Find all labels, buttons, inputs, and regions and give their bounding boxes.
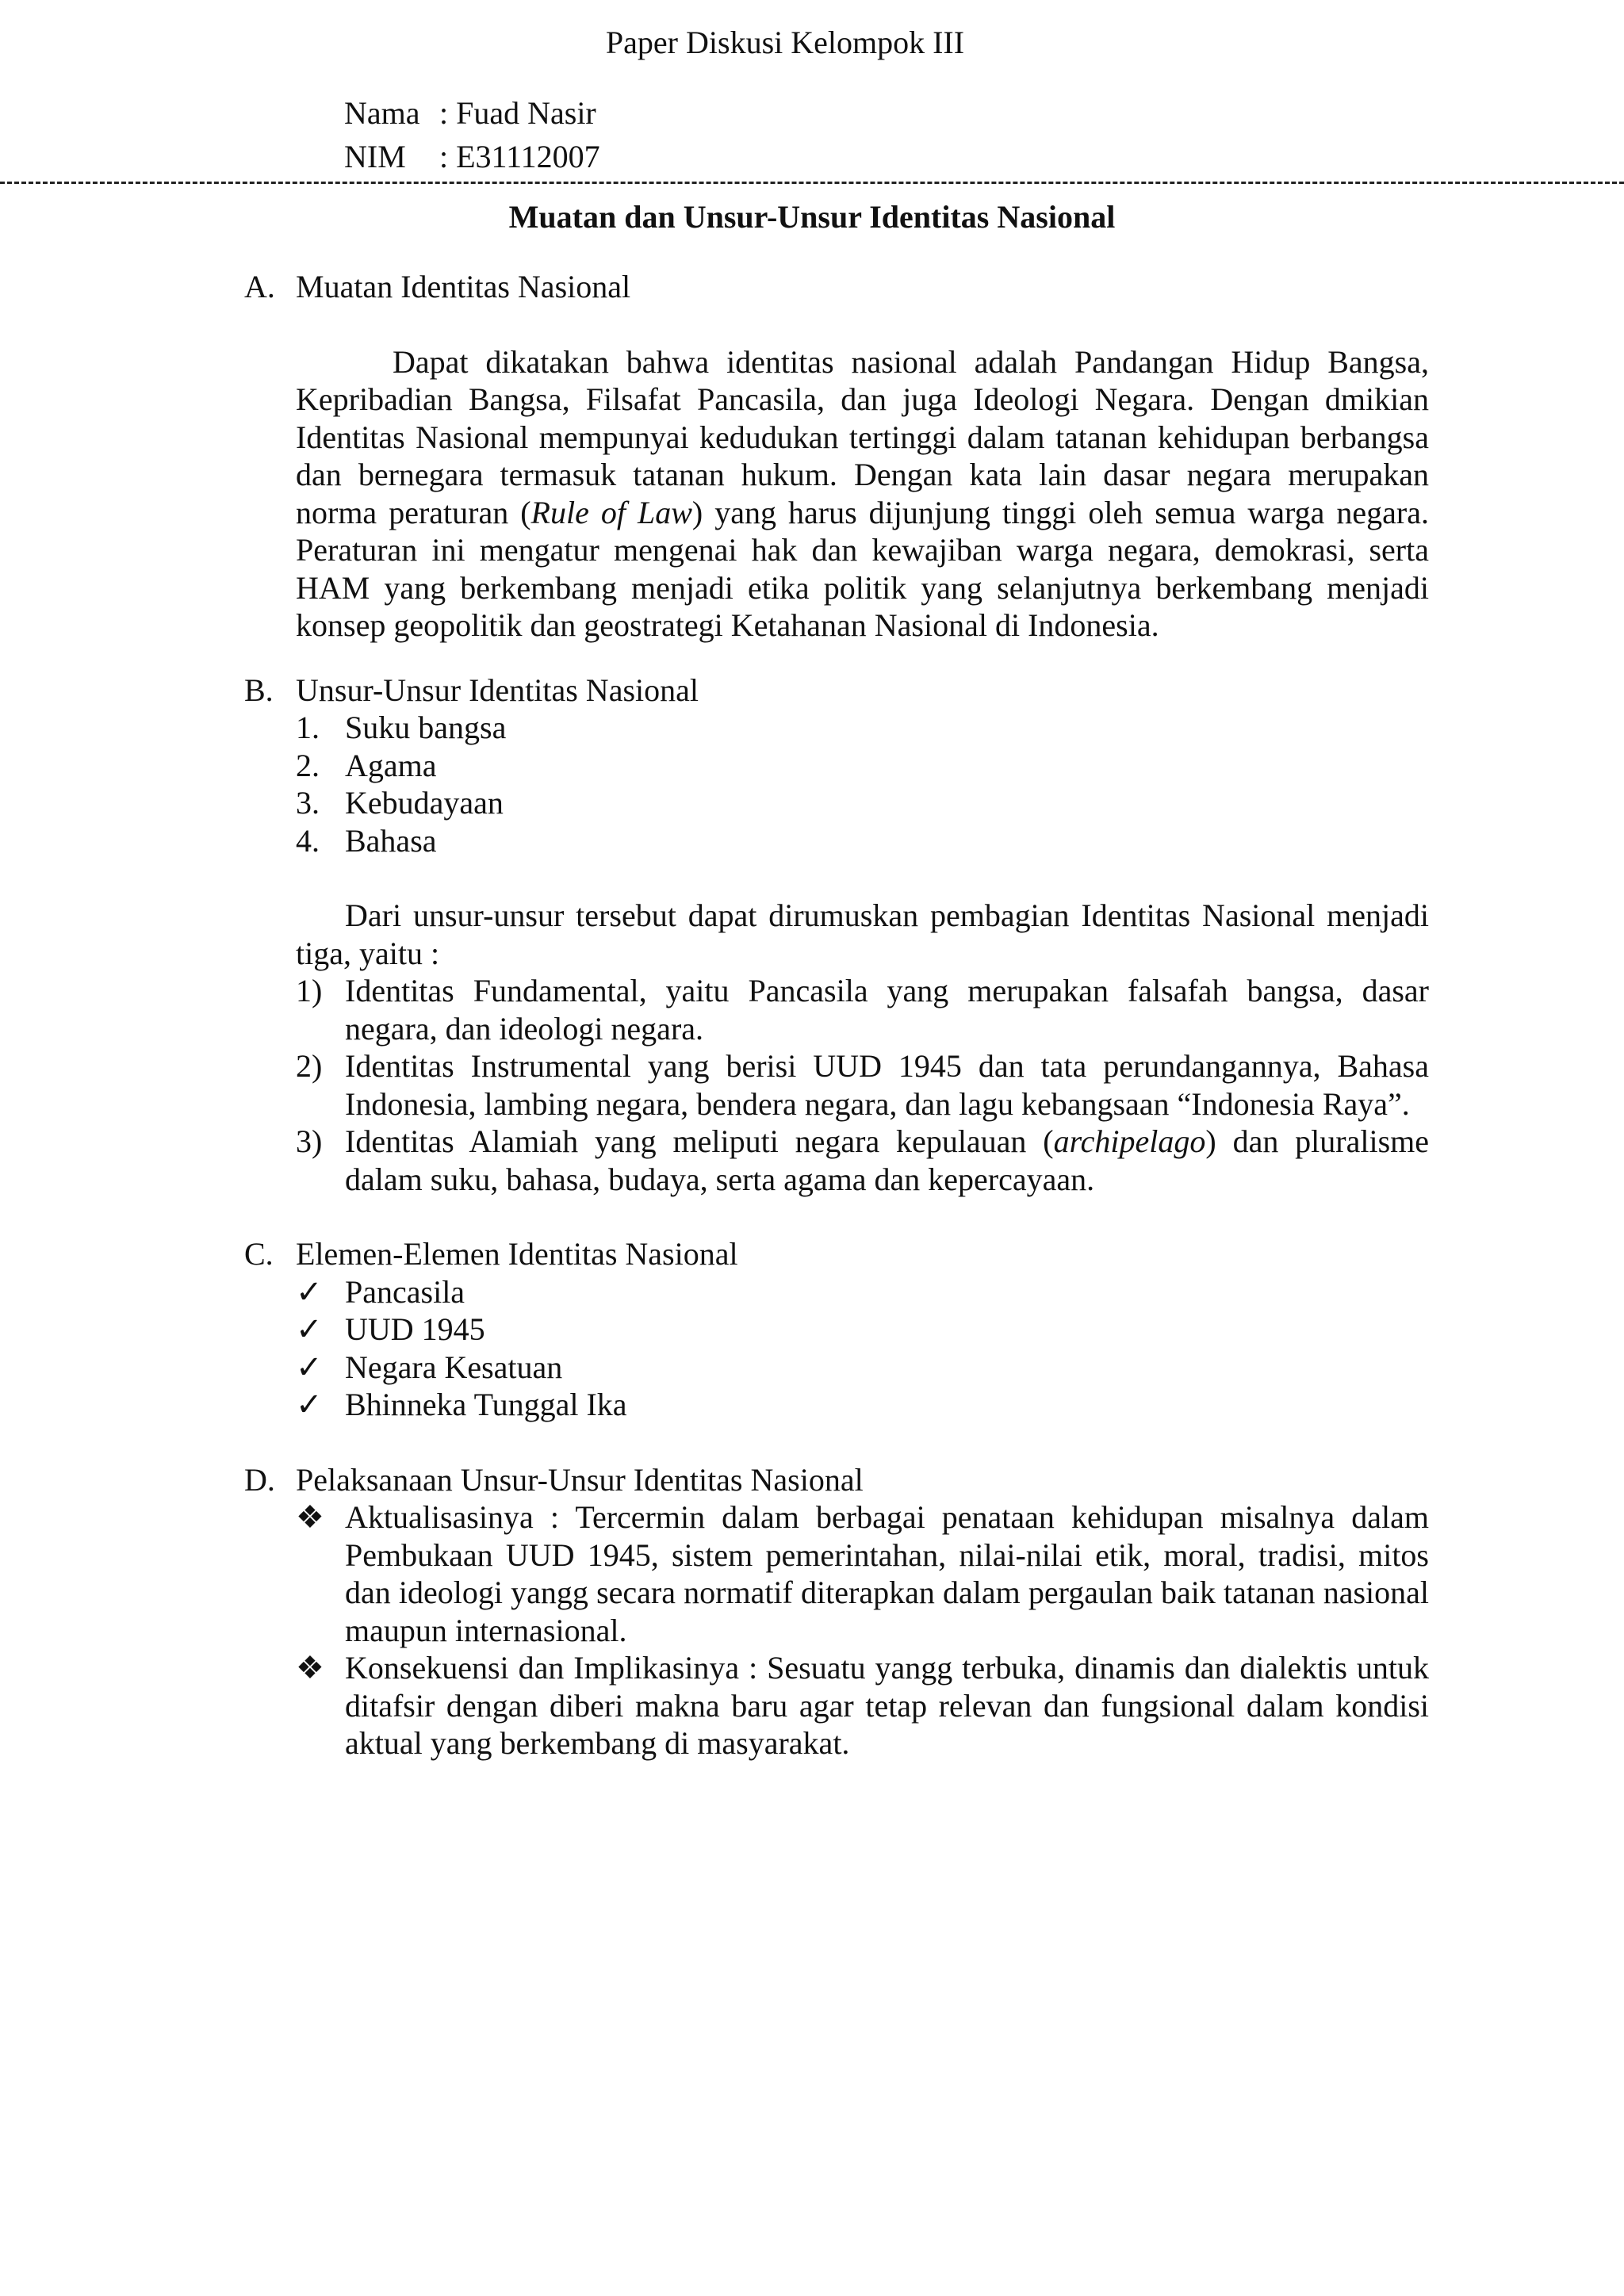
list-text: Negara Kesatuan [345, 1349, 563, 1385]
implementation-list [296, 1498, 1429, 1762]
section-letter: C. [244, 1236, 274, 1272]
division-intro: Dari unsur-unsur tersebut dapat dirumuskan pembagian Identitas Nasional menjadi tiga, yaitu : [296, 897, 1429, 971]
list-item [296, 1047, 1429, 1123]
list-number: 3. [296, 785, 320, 821]
list-text: Suku bangsa [345, 710, 507, 745]
list-item [296, 1123, 1429, 1198]
section-a-heading [244, 268, 1429, 306]
list-number: 2. [296, 747, 320, 783]
list-number: 1) [296, 973, 323, 1008]
list-item [296, 1649, 1429, 1762]
section-d-heading [244, 1461, 1429, 1499]
list-text [345, 1123, 1429, 1198]
dashed-divider [0, 182, 1624, 184]
list-item [296, 1273, 1429, 1311]
identity-block [344, 94, 600, 182]
section-title: Unsur-Unsur Identitas Nasional [296, 672, 699, 708]
section-letter: B. [244, 672, 274, 708]
list-text-part: ) dan pluralisme dalam suku, bahasa, budaya, serta agama dan kepercayaan. [345, 1123, 1429, 1197]
paragraph-text: Dapat dikatakan bahwa identitas nasional adalah Pandangan Hidup Bangsa, Kepribadian Bangsa, Filsafat Pancasila, dan juga Ideologi Negara. Dengan dmikian Identitas Nasional mempunyai kedudukan tertinggi dalam tatanan kehidupan berbangsa dan bernegara termasuk tatanan hukum. Dengan kata lain dasar negara merupakan norma peraturan ( [296, 343, 1429, 530]
list-text-part: Identitas Alamiah yang meliputi negara kepulauan ( [345, 1123, 1054, 1159]
list-text: Bahasa [345, 822, 437, 859]
nim-row [344, 138, 600, 182]
diamond-bullet-icon: ❖ [296, 1499, 324, 1535]
list-text: Pancasila [345, 1273, 465, 1310]
list-number: 3) [296, 1123, 323, 1159]
checkmark-icon: ✓ [296, 1273, 323, 1310]
unsur-list [296, 709, 1429, 859]
list-item [296, 1349, 1429, 1387]
nim-value: : E31112007 [439, 139, 600, 174]
section-a-paragraph [296, 343, 1429, 645]
section-letter: A. [244, 269, 275, 304]
list-item [296, 784, 1429, 822]
list-text: UUD 1945 [345, 1311, 485, 1347]
list-item [296, 1386, 1429, 1424]
name-value: : Fuad Nasir [439, 95, 596, 131]
division-list [296, 972, 1429, 1198]
list-item [296, 709, 1429, 747]
section-b-heading [244, 672, 1429, 710]
list-number: 2) [296, 1048, 323, 1084]
list-text: Identitas Instrumental yang berisi UUD 1945 dan tata perundangannya, Bahasa Indonesia, lambing negara, bendera negara, dan lagu kebangsaan “Indonesia Raya”. [345, 1048, 1429, 1122]
checkmark-icon: ✓ [296, 1311, 323, 1347]
list-item [296, 747, 1429, 785]
list-item [296, 972, 1429, 1047]
section-title: Pelaksanaan Unsur-Unsur Identitas Nasional [296, 1461, 864, 1498]
document-title: Muatan dan Unsur-Unsur Identitas Nasional [508, 199, 1116, 235]
nim-label: NIM [344, 139, 406, 174]
list-text: Aktualisasinya : Tercermin dalam berbagai penataan kehidupan misalnya dalam Pembukaan UUD 1945, sistem pemerintahan, nilai-nilai etik, moral, tradisi, mitos dan ideologi yangg secara normatif diterapkan dalam pergaulan baik tatanan nasional maupun internasional. [345, 1499, 1429, 1648]
element-list [296, 1273, 1429, 1424]
list-italic-term: archipelago [1053, 1123, 1206, 1159]
list-number: 1. [296, 710, 320, 745]
name-row [344, 94, 600, 138]
list-text: Agama [345, 747, 437, 783]
diamond-bullet-icon: ❖ [296, 1650, 324, 1686]
list-number: 4. [296, 822, 320, 859]
list-text: Bhinneka Tunggal Ika [345, 1387, 627, 1422]
list-item [296, 1311, 1429, 1349]
checkmark-icon: ✓ [296, 1349, 323, 1385]
list-text: Identitas Fundamental, yaitu Pancasila yang merupakan falsafah bangsa, dasar negara, dan ideologi negara. [345, 973, 1429, 1047]
section-c-heading [244, 1235, 1429, 1273]
section-title: Muatan Identitas Nasional [296, 269, 631, 304]
list-text: Kebudayaan [345, 785, 504, 821]
name-label: Nama [344, 95, 420, 131]
header-title: Paper Diskusi Kelompok III [605, 25, 965, 60]
list-text: Konsekuensi dan Implikasinya : Sesuatu yangg terbuka, dinamis dan dialektis untuk ditafsir dengan diberi makna baru agar tetap relevan dan fungsional dalam kondisi aktual yang berkembang di masyarakat. [345, 1650, 1429, 1761]
section-letter: D. [244, 1461, 275, 1498]
section-title: Elemen-Elemen Identitas Nasional [296, 1236, 738, 1272]
checkmark-icon: ✓ [296, 1387, 323, 1422]
paragraph-italic-term: Rule of Law [530, 494, 692, 530]
paragraph-text: ) yang harus dijunjung tinggi oleh semua warga negara. Peraturan ini mengatur mengenai hak dan kewajiban warga negara, demokrasi, serta HAM yang berkembang menjadi etika politik yang selanjutnya berkembang menjadi konsep geopolitik dan geostrategi Ketahanan Nasional di Indonesia. [296, 494, 1429, 643]
list-item [296, 1498, 1429, 1649]
document-body [244, 268, 1429, 1762]
list-item [296, 822, 1429, 860]
